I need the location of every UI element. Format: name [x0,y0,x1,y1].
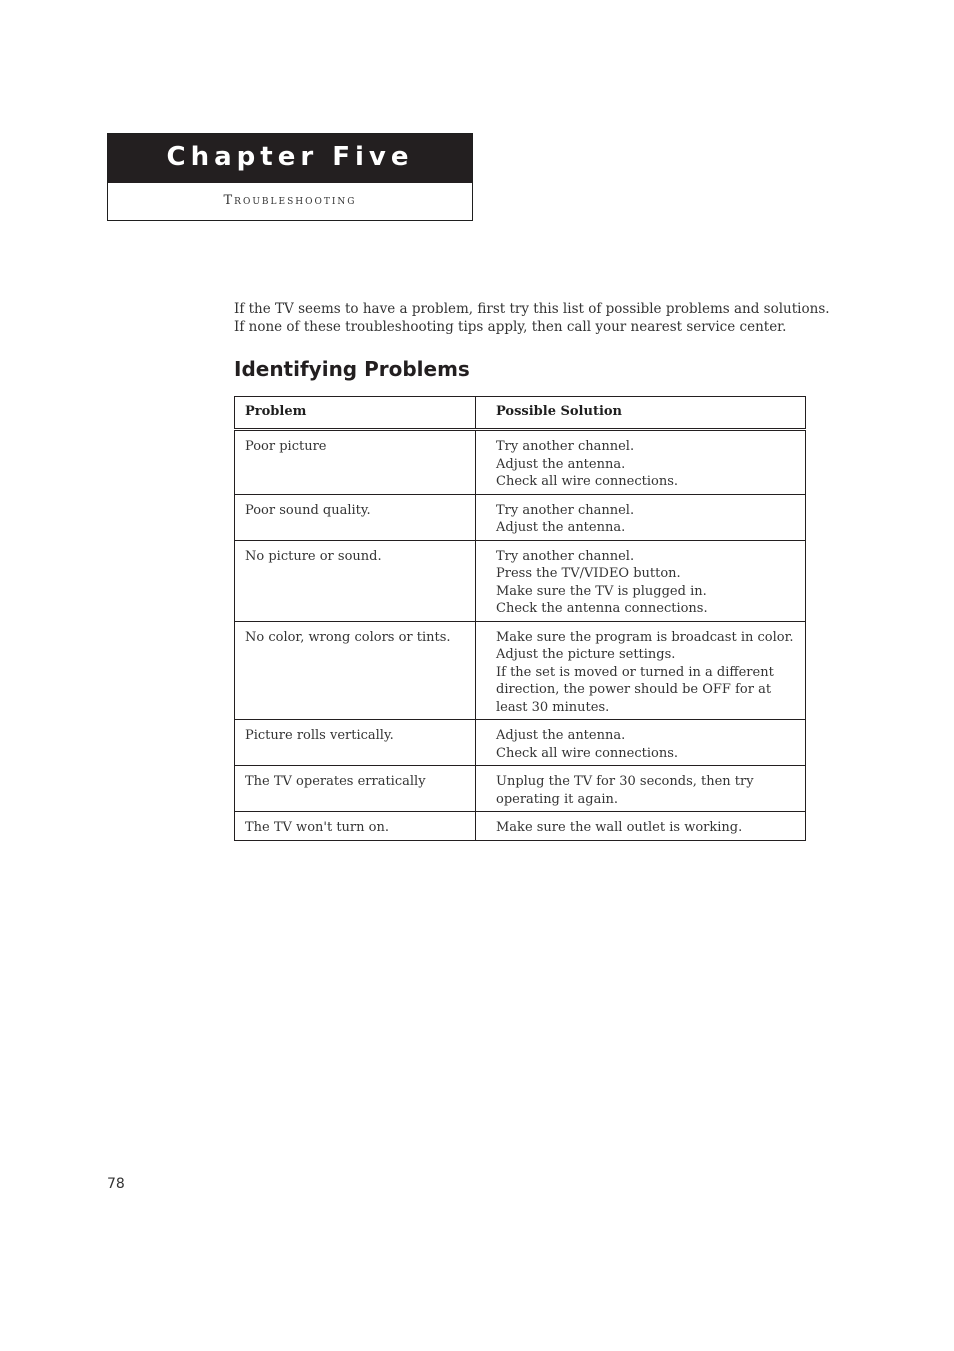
table-row [235,621,806,720]
table-row [235,540,806,621]
solution-line: Check the antenna connections. [496,601,708,616]
solution-line: Unplug the TV for 30 seconds, then try operating it again. [496,774,754,807]
solution-line: Check all wire connections. [496,474,679,489]
table-row [235,766,806,812]
table-header-row [235,397,806,430]
solution-line: Make sure the program is broadcast in color. [496,629,794,645]
solution-cell [476,430,806,495]
problem-cell: No color, wrong colors or tints. [235,621,476,720]
problem-cell: Poor sound quality. [235,494,476,540]
solution-line: Adjust the antenna. [496,456,626,472]
table-row [235,812,806,841]
solution-cell [476,540,806,621]
problem-cell: The TV won't turn on. [235,812,476,841]
problem-cell: No picture or sound. [235,540,476,621]
intro-line-1: If the TV seems to have a problem, first try this list of possible problems and solutions. [234,301,830,317]
solution-line: Try another channel. [496,548,635,564]
solution-line: Adjust the picture settings. [496,647,676,662]
header-problem: Problem [235,397,476,430]
solution-cell [476,812,806,841]
troubleshooting-table [234,396,806,841]
solution-cell [476,766,806,812]
solution-cell [476,621,806,720]
solution-line: If the set is moved or turned in a different direction, the power should be OFF for at least 30 minutes. [496,664,774,715]
solution-line: Adjust the antenna. [496,728,626,743]
chapter-header [107,133,473,221]
problem-cell: Picture rolls vertically. [235,720,476,766]
solution-line: Press the TV/VIDEO button. [496,566,681,581]
header-solution: Possible Solution [476,397,806,430]
table-row [235,430,806,495]
intro-line-2: If none of these troubleshooting tips apply, then call your nearest service center. [234,319,787,335]
chapter-title: Chapter Five [108,134,472,183]
solution-line: Try another channel. [496,502,635,518]
table-row [235,720,806,766]
solution-line: Make sure the wall outlet is working. [496,820,743,835]
page-number: 78 [107,1176,125,1192]
table-row [235,494,806,540]
chapter-subtitle: Troubleshooting [223,193,357,208]
problem-cell: Poor picture [235,430,476,495]
intro-paragraph [234,300,834,336]
solution-line: Check all wire connections. [496,745,679,761]
solution-line: Try another channel. [496,439,635,454]
section-heading: Identifying Problems [234,357,470,381]
problem-cell: The TV operates erratically [235,766,476,812]
solution-cell [476,494,806,540]
solution-line: Make sure the TV is plugged in. [496,583,707,599]
solution-cell [476,720,806,766]
solution-line: Adjust the antenna. [496,520,626,535]
